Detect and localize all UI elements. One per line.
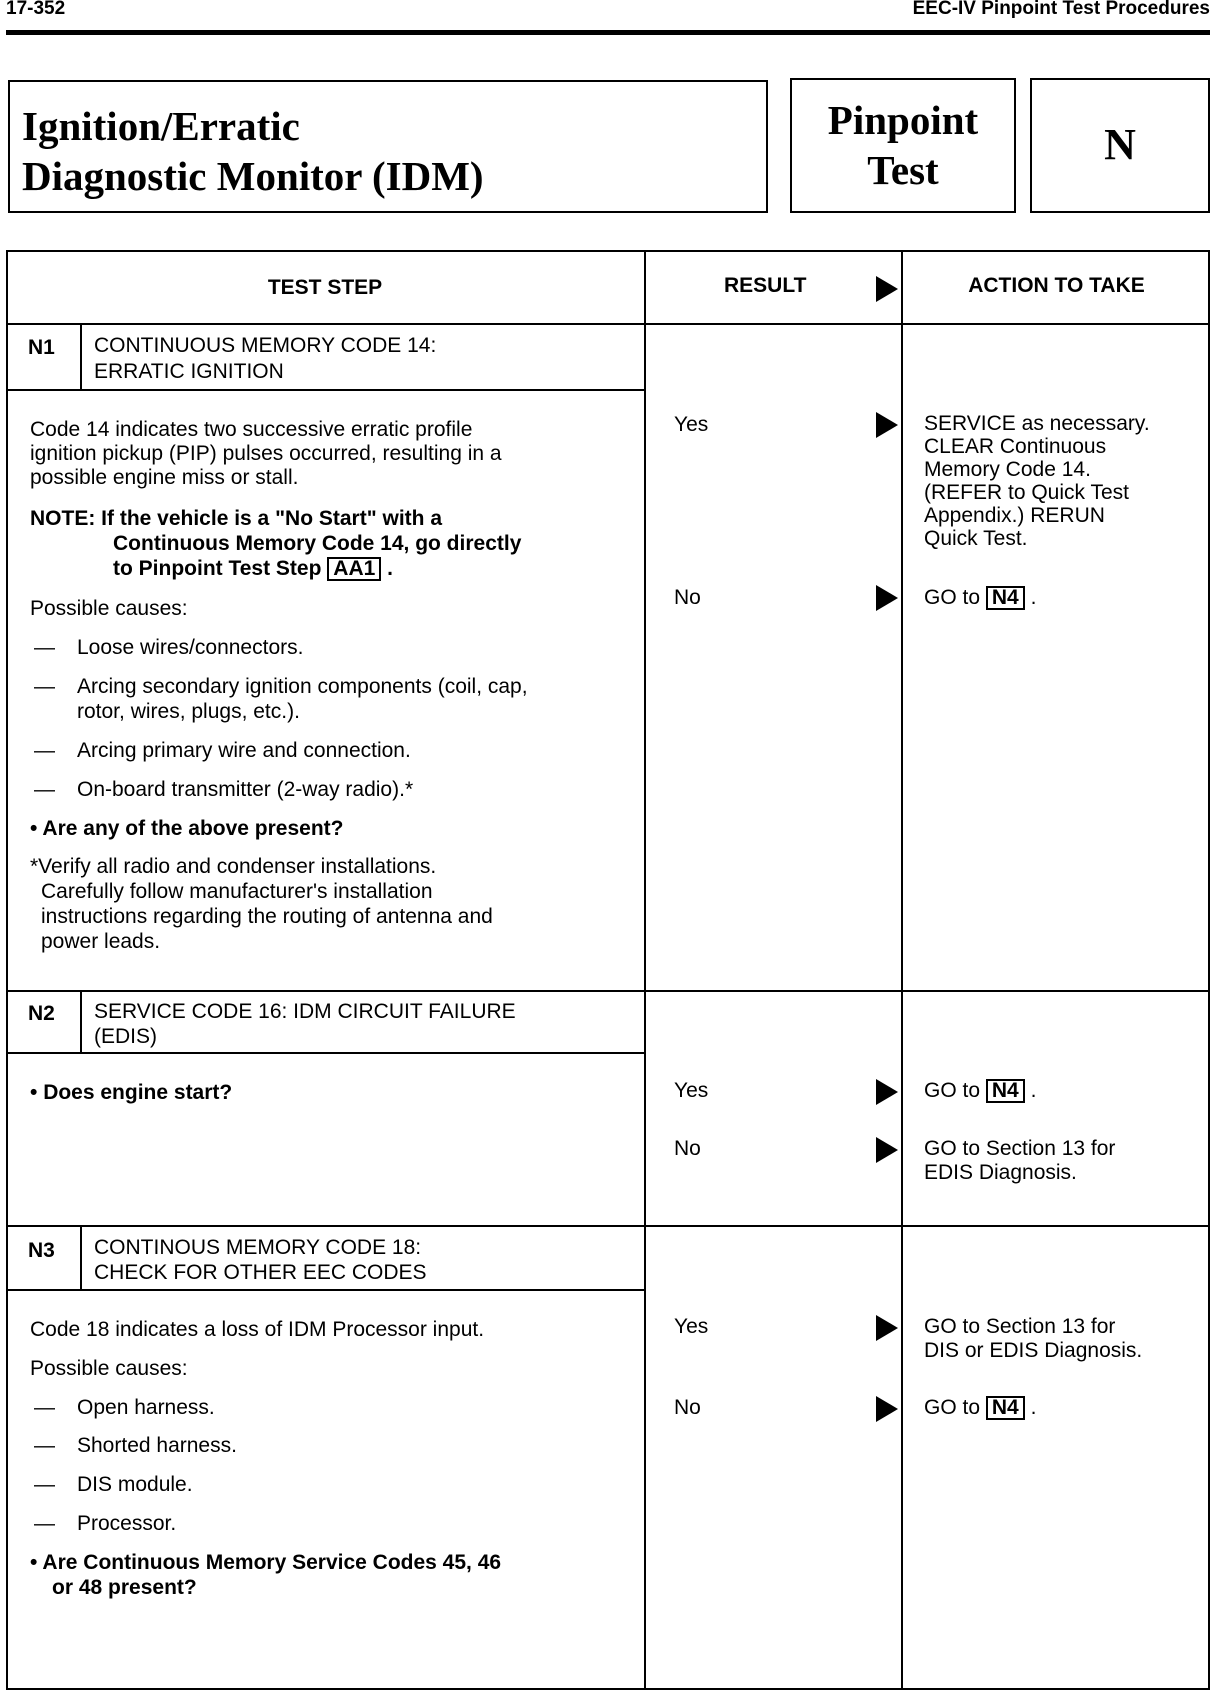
n2-yes-action: GO to N4 . [924,1079,1037,1102]
n2-id-divider [80,992,82,1054]
pinpoint-label: Pinpoint [827,97,979,143]
n3-cause-dash-3: — [34,1473,55,1496]
n1-yes-action-2: CLEAR Continuous [924,435,1107,458]
n3-result-yes: Yes [674,1315,709,1338]
n1-footnote-4: power leads. [41,930,161,953]
n2-step-id: N2 [28,1002,55,1025]
n1-footnote-1: *Verify all radio and condenser installations. [30,855,437,878]
n1-cause-dash-1: — [34,636,55,659]
title-line-2: Diagnostic Monitor (IDM) [22,153,484,199]
n3-cause-4: Processor. [77,1512,177,1535]
n1-no-action: GO to N4 . [924,586,1037,609]
n1-no-arrow-icon [876,585,898,611]
n3-heading-line-2: CHECK FOR OTHER EEC CODES [94,1261,427,1284]
n1-yes-action-3: Memory Code 14. [924,458,1091,481]
n3-ref-n4[interactable]: N4 [986,1396,1025,1420]
col-header-result: RESULT [724,274,807,297]
n1-yes-action-5: Appendix.) RERUN [924,504,1105,527]
col-header-action: ACTION TO TAKE [968,274,1145,297]
n1-desc-1: Code 14 indicates two successive erratic profile [30,418,473,441]
test-letter: N [1104,120,1136,169]
n3-desc: Code 18 indicates a loss of IDM Processor input. [30,1318,485,1341]
n1-cause-3: Arcing primary wire and connection. [77,739,411,762]
title-box [8,80,768,213]
n3-yes-action-1: GO to Section 13 for [924,1315,1116,1338]
n1-cause-dash-2: — [34,675,55,698]
n3-cause-dash-2: — [34,1434,55,1457]
page-number: 17-352 [6,0,66,19]
n1-note-2: Continuous Memory Code 14, go directly [113,532,522,555]
n3-heading-line-1: CONTINOUS MEMORY CODE 18: [94,1236,422,1259]
n1-id-divider [80,325,82,391]
n1-cause-4: On-board transmitter (2-way radio).* [77,778,414,801]
n1-result-no: No [674,586,701,609]
n3-cause-dash-4: — [34,1512,55,1535]
n1-cause-1: Loose wires/connectors. [77,636,304,659]
n1-footnote-3: instructions regarding the routing of antenna and [41,905,493,928]
n2-question: • Does engine start? [30,1081,233,1104]
n2-no-arrow-icon [876,1137,898,1163]
n1-desc-3: possible engine miss or stall. [30,466,299,489]
title-line-1: Ignition/Erratic [22,103,300,149]
n1-desc-2: ignition pickup (PIP) pulses occurred, resulting in a [30,442,502,465]
col-divider-1 [644,250,646,1690]
n2-result-no: No [674,1137,701,1160]
n2-heading-line-2: (EDIS) [94,1025,157,1048]
test-letter-box [1030,78,1210,213]
n3-possible-causes: Possible causes: [30,1357,188,1380]
n3-cause-2: Shorted harness. [77,1434,237,1457]
n1-heading-line-1: CONTINUOUS MEMORY CODE 14: [94,334,437,357]
n1-yes-action-6: Quick Test. [924,527,1028,550]
pinpoint-test-box [790,78,1016,213]
n1-yes-action-4: (REFER to Quick Test [924,481,1129,504]
n3-no-action: GO to N4 . [924,1396,1037,1419]
n3-question-2: or 48 present? [52,1576,197,1599]
n2-no-action-2: EDIS Diagnosis. [924,1161,1077,1184]
n1-yes-action-1: SERVICE as necessary. [924,412,1150,435]
n1-yes-arrow-icon [876,412,898,438]
col-header-test-step: TEST STEP [267,276,383,299]
n3-question-1: • Are Continuous Memory Service Codes 45, 46 [30,1551,502,1574]
header-rule [6,30,1210,35]
n2-ref-n4[interactable]: N4 [986,1079,1025,1103]
n1-cause-2b: rotor, wires, plugs, etc.). [77,700,300,723]
n3-yes-arrow-icon [876,1315,898,1341]
n2-yes-arrow-icon [876,1079,898,1105]
n1-note-3: to Pinpoint Test Step AA1 . [113,557,393,580]
n2-heading-line-1: SERVICE CODE 16: IDM CIRCUIT FAILURE [94,1000,516,1023]
n3-cause-3: DIS module. [77,1473,193,1496]
n2-no-action-1: GO to Section 13 for [924,1137,1116,1160]
n1-heading-line-2: ERRATIC IGNITION [94,360,284,383]
n1-footnote-2: Carefully follow manufacturer's installation [41,880,433,903]
n3-id-divider [80,1227,82,1291]
n1-result-yes: Yes [674,413,709,436]
n3-step-id: N3 [28,1239,55,1262]
n1-heading-rule [6,389,646,391]
n1-cause-dash-3: — [34,739,55,762]
test-label: Test [867,147,939,193]
n1-note-1: NOTE: If the vehicle is a "No Start" with a [30,507,442,530]
n1-cause-2a: Arcing secondary ignition components (coil, cap, [77,675,528,698]
n3-cause-dash-1: — [34,1396,55,1419]
n1-ref-aa1[interactable]: AA1 [327,557,381,581]
n3-no-arrow-icon [876,1396,898,1422]
n1-possible-causes: Possible causes: [30,597,188,620]
row-divider-n3 [6,1225,1210,1227]
header-row-line [6,323,1210,325]
n3-heading-rule [6,1289,646,1291]
col-divider-2 [901,250,903,1690]
n1-ref-n4[interactable]: N4 [986,586,1025,610]
n3-yes-action-2: DIS or EDIS Diagnosis. [924,1339,1143,1362]
n1-question: • Are any of the above present? [30,817,344,840]
n1-step-id: N1 [28,336,55,359]
result-arrow-icon [876,276,898,302]
n3-result-no: No [674,1396,701,1419]
n3-cause-1: Open harness. [77,1396,215,1419]
section-title: EEC-IV Pinpoint Test Procedures [912,0,1210,19]
n2-heading-rule [6,1052,646,1054]
n2-result-yes: Yes [674,1079,709,1102]
row-divider-n2 [6,990,1210,992]
n1-cause-dash-4: — [34,778,55,801]
